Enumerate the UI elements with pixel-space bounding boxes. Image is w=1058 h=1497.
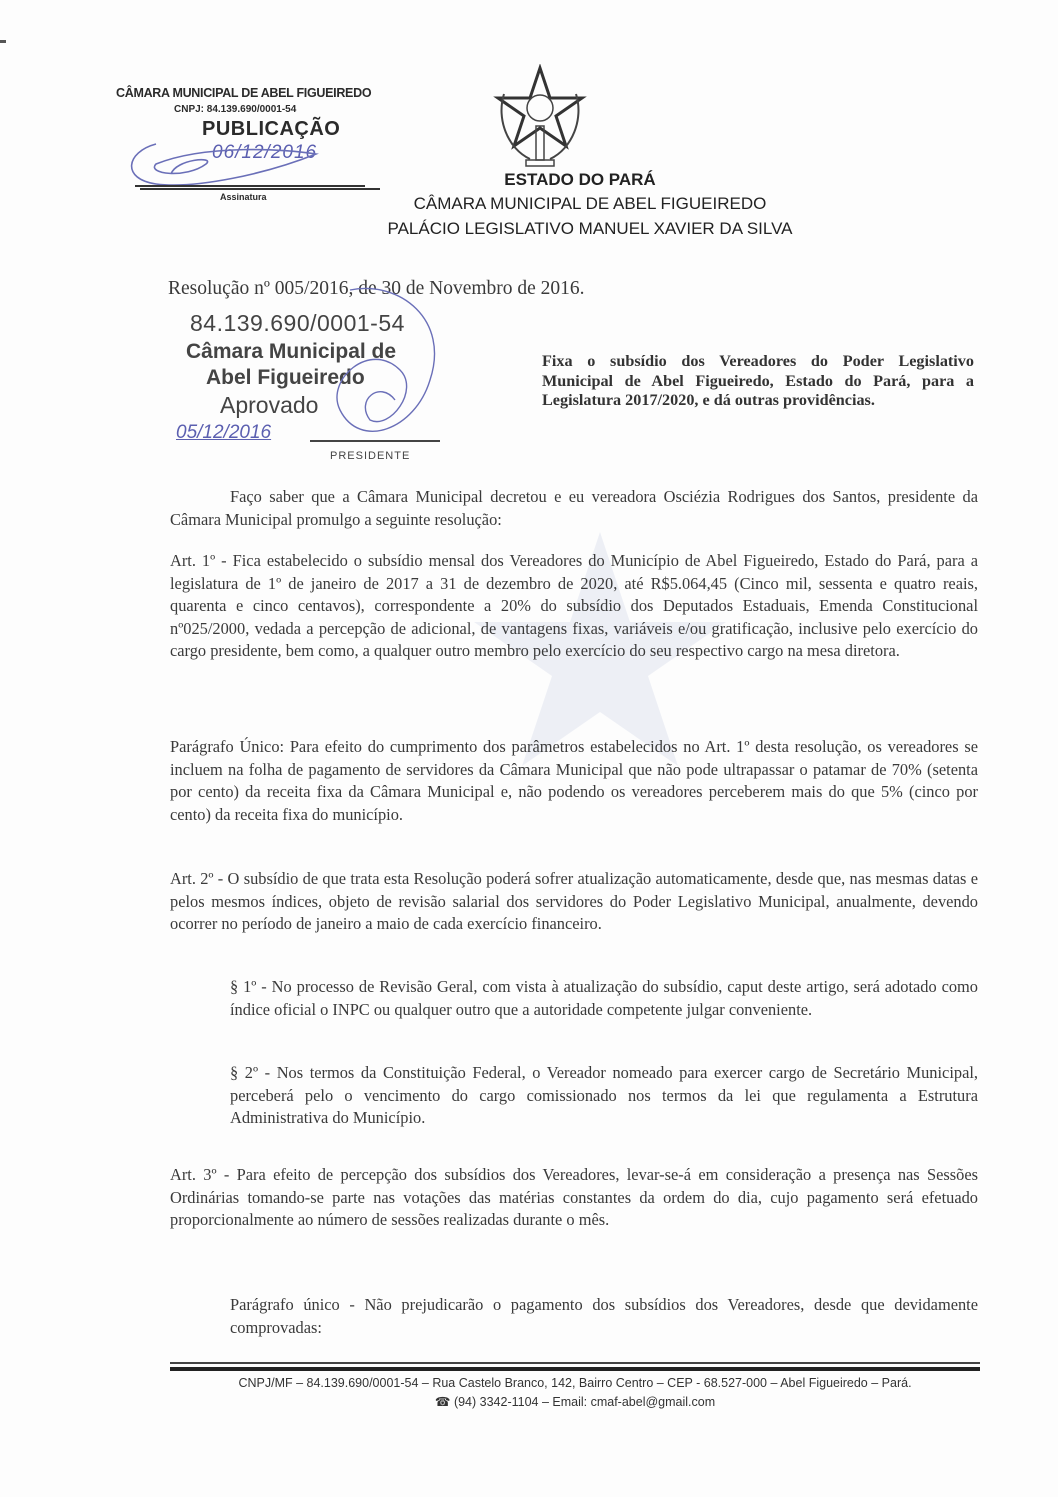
footer-divider-thick (170, 1367, 980, 1371)
footer-divider (170, 1362, 980, 1364)
president-signature-icon (310, 280, 460, 460)
approval-stamp-line1: Câmara Municipal de (186, 340, 397, 363)
president-signature-line (310, 440, 440, 442)
article-2-paragraph-2: § 2º - Nos termos da Constituição Federal, o Vereador nomeado para exercer cargo de Secretário Municipal, perceberá pelo o vencimento do cargo comissionado nos termos da lei que regulamenta a Estrutura Administrativa do Município. (230, 1063, 978, 1127)
article-1-sole-paragraph: Parágrafo Único: Para efeito do cumprimento dos parâmetros estabelecidos no Art. 1º desta resolução, os vereadores se incluem na folha de pagamento de servidores da Câmara Municipal que não pode ultrapassar o patamar de 70% (setenta por cento) da receita fixa da Câmara Municipal e, não podendo os vereadores perceberem mais do que 5% (cinco por cento) da receita fixa do município. (170, 737, 978, 824)
footer-contact-line (130, 1394, 1020, 1409)
header-palace: PALÁCIO LEGISLATIVO MANUEL XAVIER DA SILVA (387, 219, 793, 238)
phone-icon: ☎ (434, 1395, 451, 1409)
publication-stamp-date: 06/12/2016 (212, 142, 318, 163)
resolution-summary: Fixa o subsídio dos Vereadores do Poder Legislativo Municipal de Abel Figueiredo, Estado do Pará, para a Legislatura 2017/2020, e dá outras providências. (542, 352, 974, 409)
article-3: Art. 3º - Para efeito de percepção dos subsídios dos Vereadores, levar-se-á em consideração a presença nas Sessões Ordinárias tomando-se parte nas votações das matérias constantes da ordem do dia, cujo pagamento será efetuado proporcionalmente ao número de sessões realizadas durante o mês. (170, 1165, 978, 1229)
scan-mark (0, 40, 6, 43)
header-chamber: CÂMARA MUNICIPAL DE ABEL FIGUEIREDO (413, 194, 767, 213)
approval-stamp-date: 05/12/2016 (176, 422, 272, 443)
approval-stamp-role: PRESIDENTE (330, 450, 411, 462)
coat-of-arms-star-icon (490, 64, 590, 169)
publication-stamp-organization: CÂMARA MUNICIPAL DE ABEL FIGUEIREDO (116, 86, 372, 100)
article-1: Art. 1º - Fica estabelecido o subsídio mensal dos Vereadores do Município de Abel Figueiredo, Estado do Pará, para a legislatura de 1º de janeiro de 2017 a 31 de dezembro de 2020, até R$5.064,45 (Cinco mil, sessenta e quatro reais, quarenta e cinco centavos), correspondente a 20% do subsídio dos Deputados Estaduais, Emenda Constitucional nº025/2000, vedada a percepção de adicional, de vantagens fixas, variáveis e/ou gratificação, inclusive pelo exercício do cargo presidente, bem como, a qualquer outro membro pelo exercício do seu respectivo cargo na mesa diretora. (170, 551, 978, 660)
approval-stamp-line2: Abel Figueiredo (206, 366, 365, 389)
footer-contact: (94) 3342-1104 – Email: cmaf-abel@gmail.com (453, 1395, 716, 1409)
approval-stamp-cnpj: 84.139.690/0001-54 (190, 310, 405, 336)
footer-address: CNPJ/MF – 84.139.690/0001-54 – Rua Castelo Branco, 142, Bairro Centro – CEP - 68.527-000 – Abel Figueiredo – Pará. (238, 1376, 912, 1390)
article-3-sole-paragraph: Parágrafo único - Não prejudicarão o pagamento dos subsídios dos Vereadores, desde que devidamente comprovadas: (230, 1295, 978, 1337)
preamble: Faço saber que a Câmara Municipal decretou e eu vereadora Osciézia Rodrigues dos Santos, presidente da Câmara Municipal promulgo a seguinte resolução: (170, 487, 978, 529)
article-2-paragraph-1: § 1º - No processo de Revisão Geral, com vista à atualização do subsídio, caput deste artigo, será adotado como índice oficial o INPC ou qualquer outro que a autoridade competente julgar conveniente. (230, 977, 978, 1019)
publication-stamp-cnpj: CNPJ: 84.139.690/0001-54 (174, 104, 297, 115)
header-state: ESTADO DO PARÁ (504, 170, 656, 189)
signature-label: Assinatura (220, 192, 267, 202)
article-2: Art. 2º - O subsídio de que trata esta Resolução poderá sofrer atualização automaticamente, desde que, nas mesmas datas e pelos mesmos índices, objeto de revisão salarial dos servidores do Poder Legislativo Municipal, anualmente, devendo ocorrer no período de janeiro a maio de cada exercício financeiro. (170, 869, 978, 933)
approval-stamp-status: Aprovado (220, 392, 319, 418)
publication-stamp-title: PUBLICAÇÃO (202, 118, 341, 140)
resolution-title: Resolução nº 005/2016, de 30 de Novembro de 2016. (168, 278, 585, 299)
